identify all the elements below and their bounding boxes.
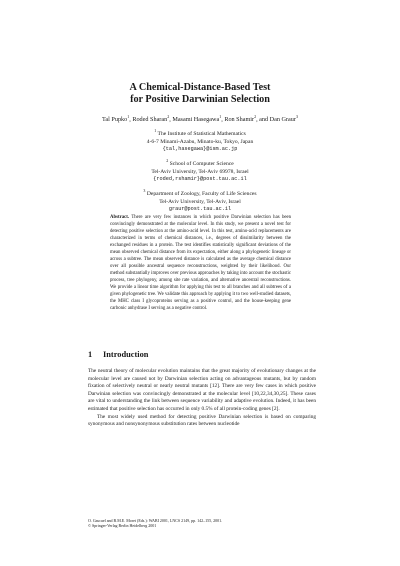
affiliation [0,158,400,184]
affiliation-text: Department of Zoology, Faculty of Life Sciences [146,191,257,197]
author-separator: , and [256,116,270,123]
author-separator: , [129,116,133,123]
author-name: Masami Hasegawa [172,116,220,123]
affiliation-mark: 2 [166,158,169,164]
affiliation-email: {roded,rshamir}@post.tau.ac.il [153,176,247,182]
author-affiliation-mark: 3 [295,113,298,119]
affiliation-line [0,199,400,207]
paper-title-line-2: for Positive Darwinian Selection [130,94,270,105]
author-name: Dan Graur [269,116,296,123]
paragraph: The neutral theory of molecular evolution maintains that the great majority of evolutionary changes at the molecular level are caused not by Darwinian selection acting on advantageous mutants, but by random fixation of selectively neutral or nearly neutral mutants [12]. There are very few cases in which positive Darwinian selection was convincingly demonstrated at the molecular level [10,22,34,30,25]. These cases are vital to understanding the link between sequence variability and adaptive evolution. Indeed, it has been estimated that positive selection has occurred in only 0.5% of all protein-coding genes [2]. [88,368,316,412]
copyright-footer [88,518,316,529]
author-affiliation-mark: 2 [254,113,257,119]
citation-line: O. Gascuel and B.M.E. Moret (Eds.): WABI 2001, LNCS 2149, pp. 142–155, 2001. [88,518,223,523]
affiliation-mark: 3 [143,188,146,194]
affiliation-text: 4-6-7 Minami-Azabu, Minato-ku, Tokyo, Japan [146,138,254,145]
affiliation-line [0,158,400,169]
affiliation-mark: 1 [154,128,157,134]
affiliation [0,188,400,214]
section-number: 1 [88,350,93,359]
section-title: Introduction [103,350,149,359]
section-heading [88,350,148,360]
author-name: Tal Pupko [102,116,128,123]
author-name: Ron Shamir [224,116,255,123]
copyright-line: © Springer-Verlag Berlin Heidelberg 2001 [88,523,157,529]
affiliation-text: Tel-Aviv University, Tel-Aviv 69978, Israel [151,168,249,175]
abstract [110,214,291,312]
affiliation-email: {tal,hasegawa}@ism.ac.jp [162,146,238,152]
affiliation-email: graur@post.tau.ac.il [168,206,232,212]
affiliation-text: Tel-Aviv University, Tel-Aviv, Israel [159,198,241,205]
author-separator: , [169,116,173,123]
affiliation-line [0,128,400,139]
affiliation-text: The Institute of Statistical Mathematics [157,131,246,137]
affiliation-line [0,188,400,199]
abstract-text: There are very few instances in which positive Darwinian selection has been convincingly demonstrated at the molecular level. In this study, we present a novel test for detecting positive selection at the amino-acid level. In this test, amino-acid replacements are characterized in terms of chemical distances, i.e., degrees of dissimilarity between the exchanged residues in a protein. The test identifies statistically significant deviations of the mean observed chemical distance from its expectation, either along a phylogenetic lineage or across a subtree. The mean observed distance is calculated as the average chemical distance over all possible ancestral sequence reconstructions, weighted by their likelihood. Our method substantially improves over previous approaches by taking into account the stochastic process, tree phylogeny, among site rate variation, and alternative ancestral reconstructions. We provide a linear time algorithm for applying this test to all branches and all subtrees of a given phylogenetic tree. We validate this approach by applying it to two well-studied datasets, the MHC class I glycoproteins serving as a positive control, and the house-keeping gene carbonic anhydrase I serving as a negative control. [110,215,291,312]
author-list [0,113,400,124]
paper-title-line-1: A Chemical-Distance-Based Test [129,82,271,93]
body-text [88,368,316,429]
affiliation-text: School of Computer Science [169,161,234,167]
paragraph: The most widely used method for detecting positive Darwinian selection is based on comparing synonymous and nonsynonymous substitution rates between nucleotide [88,413,316,428]
author-separator: , [221,116,225,123]
author-name: Roded Sharan [132,116,168,123]
affiliation-line [0,169,400,177]
affiliation-line [0,139,400,147]
author-affiliation-mark: 2 [167,113,170,119]
affiliation [0,128,400,154]
abstract-label: Abstract. [110,215,130,220]
author-affiliation-mark: 1 [127,113,130,119]
author-affiliation-mark: 1 [219,113,222,119]
